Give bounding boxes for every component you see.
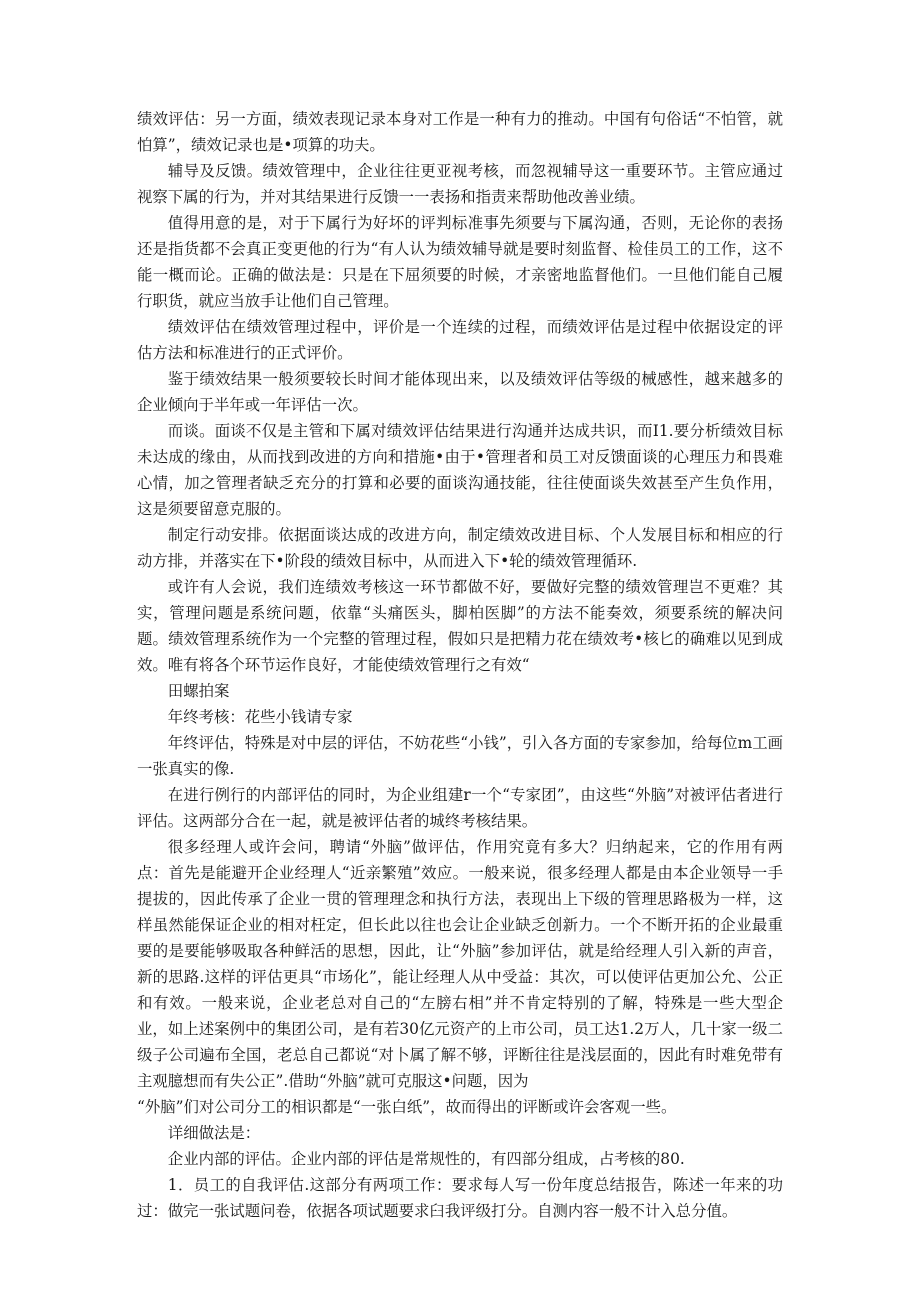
paragraph: 企业内部的评估。企业内部的评估是常规性的，有四部分组成，占考核的80. [167,1150,685,1168]
section-heading: 年终考核：花些小钱请专家 [167,708,353,726]
paragraph: 制定行动安排。依据面谈达成的改进方向，制定绩效改进目标、个人发展目标和相应的行动方排，并落实在下•阶段的绩效目标中，从而进入下•轮的绩效管理循环. [137,526,783,570]
paragraph: 绩效评估：另一方面，绩效表现记录本身对工作是一种有力的推动。中国有句俗话“不怕管，就怕算”，绩效记录也是•项算的功夫。 [137,110,783,154]
paragraph: “外脑”们对公司分工的相识都是“一张白纸”，故而得出的评断或许会客观一些。 [137,1098,677,1116]
paragraph: 或许有人会说，我们连绩效考核这一环节都做不好，要做好完整的绩效管理岂不更难？其实，管理问题是系统问题，依靠“头痛医头，脚柏医脚”的方法不能奏效，须要系统的解决问题。绩效管理系统作为一个完整的管理过程，假如只是把精力花在绩效考•核匕的确难以见到成效。唯有将各个环节运作良好，才能使绩效管理行之有效“ [137,578,783,674]
paragraph: 在进行例行的内部评估的同时，为企业组建r一个“专家团”，由这些“外脑”对被评估者进行评估。这两部分合在一起，就是被评估者的城终考核结果。 [137,786,783,830]
paragraph: 很多经理人或许会问，聘请“外脑”做评估，作用究竟有多大？归纳起来，它的作用有两点：首先是能避开企业经理人“近亲繁殖”效应。一般来说，很多经理人都是由本企业领导一手提拔的，因此传承了企业一贯的管理理念和执行方法，表现出上下级的管理思路极为一样，这样虽然能保证企业的相对枉定，但长此以往也会让企业缺乏创新力。一个不断开拓的企业最重要的是要能够吸取各种鲜活的思想，因此，让“外脑”参加评估，就是给经理人引入新的声音，新的思路.这样的评估更具“市场化”，能让经理人从中受益：其次，可以使评估更加公允、公正和有效。一般来说，企业老总对自己的“左膀右相”并不肯定特别的了解，特殊是一些大型企业，如上述案例中的集团公司，是有若30亿元资产的上市公司，员工达1.2万人，几十家一级二级子公司遍布全国，老总自己都说“对卜属了解不够，评断往往是浅层面的，因此有时难免带有主观臆想而有失公正”.借助“外脑”就可克服这•问题，因为 [137,838,783,1090]
paragraph: 年终评估，特殊是对中层的评估，不妨花些“小钱”，引入各方面的专家参加，给每位m工画一张真实的像. [137,734,783,778]
paragraph: 详细做法是： [167,1124,261,1142]
paragraph: 值得用意的是，对于下属行为好坏的评判标准事先须要与下属沟通，否则，无论你的表扬还是指货都不会真正变更他的行为“有人认为绩效辅导就是要时刻监督、检佳员工的工作，这不能一概而论。正确的做法是：只是在下屈须要的时候，才亲密地监督他们。一旦他们能自己履行职货，就应当放手让他们自己管理。 [137,214,783,310]
paragraph: 绩效评估在绩效管理过程中，评价是一个连续的过程，而绩效评估是过程中依据设定的评估方法和标准进行的正式评价。 [137,318,783,362]
section-heading: 田螺拍案 [167,682,230,700]
document-body [137,106,783,1224]
paragraph: 而谈。面谈不仅是主管和下属对绩效评估结果进行沟通并达成共识，而I1.要分析绩效目标未达成的缘由，从而找到改进的方向和措施•由于•管理者和员工对反馈面谈的心理压力和畏难心情，加之管理者缺乏充分的打算和必要的面谈沟通技能，往往使面谈失效甚至产生负作用，这是须要留意克服的。 [137,422,783,518]
paragraph: 鉴于绩效结果一般须要较长时间才能体现出来，以及绩效评估等级的械感性，越来越多的企业倾向于半年或一年评估一次。 [137,370,783,414]
paragraph: 1．员工的自我评估.这部分有两项工作：要求每人写一份年度总结报告，陈述一年来的功过：做完一张试题问卷，依据各项试题要求臼我评级打分。自测内容一般不计入总分值。 [137,1176,783,1220]
paragraph: 辅导及反馈。绩效管理中，企业往往更亚视考核，而忽视辅导这一重要环节。主管应通过视察下属的行为，并对其结果进行反馈一一表扬和指责来帮助他改善业绩。 [137,162,783,206]
